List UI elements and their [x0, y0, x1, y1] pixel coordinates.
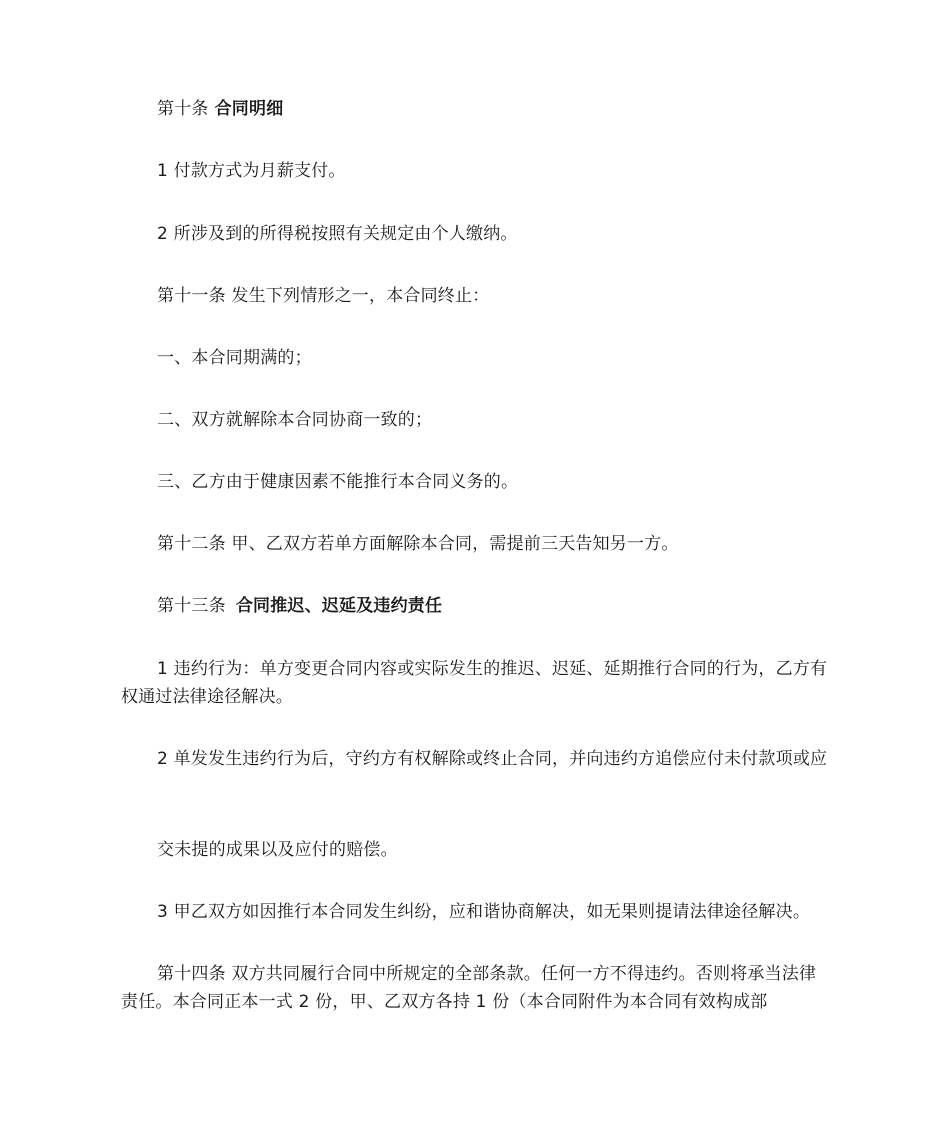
article-10-heading — [121, 95, 831, 123]
clause-10-2: 2 所涉及到的所得税按照有关规定由个人缴纳。 — [157, 224, 518, 244]
clause-13-2: 2 单发发生违约行为后，守约方有权解除或终止合同，并向违约方追偿应付未付款项或应 — [157, 749, 828, 769]
clause-13-2-continued: 交未提的成果以及应付的赔偿。 — [157, 840, 398, 860]
clause-11-2: 二、双方就解除本合同协商一致的； — [157, 410, 433, 430]
article-12: 第十二条 甲、乙双方若单方面解除本合同，需提前三天告知另一方。 — [157, 534, 679, 554]
article-10-number: 第十条 — [157, 99, 209, 119]
article-13-number: 第十三条 — [157, 596, 226, 616]
article-13-heading — [121, 592, 831, 620]
clause-11-1: 一、本合同期满的； — [157, 348, 312, 368]
article-14: 第十四条 双方共同履行合同中所规定的全部条款。任何一方不得违约。否则将承当法律责任。本合同正本一式 2 份，甲、乙双方各持 1 份（本合同附件为本合同有效构成部 — [121, 964, 817, 1012]
article-11: 第十一条 发生下列情形之一，本合同终止： — [157, 286, 490, 306]
article-13-title: 合同推迟、迟延及违约责任 — [235, 596, 443, 616]
clause-10-1: 1 付款方式为月薪支付。 — [157, 161, 346, 181]
clause-11-3: 三、乙方由于健康因素不能推行本合同义务的。 — [157, 472, 519, 492]
clause-13-3: 3 甲乙双方如因推行本合同发生纠纷，应和谐协商解决，如无果则提请法律途径解决。 — [157, 902, 811, 922]
clause-13-1: 1 违约行为：单方变更合同内容或实际发生的推迟、迟延、延期推行合同的行为，乙方有权通过法律途径解决。 — [121, 659, 828, 707]
article-10-title: 合同明细 — [214, 99, 284, 119]
